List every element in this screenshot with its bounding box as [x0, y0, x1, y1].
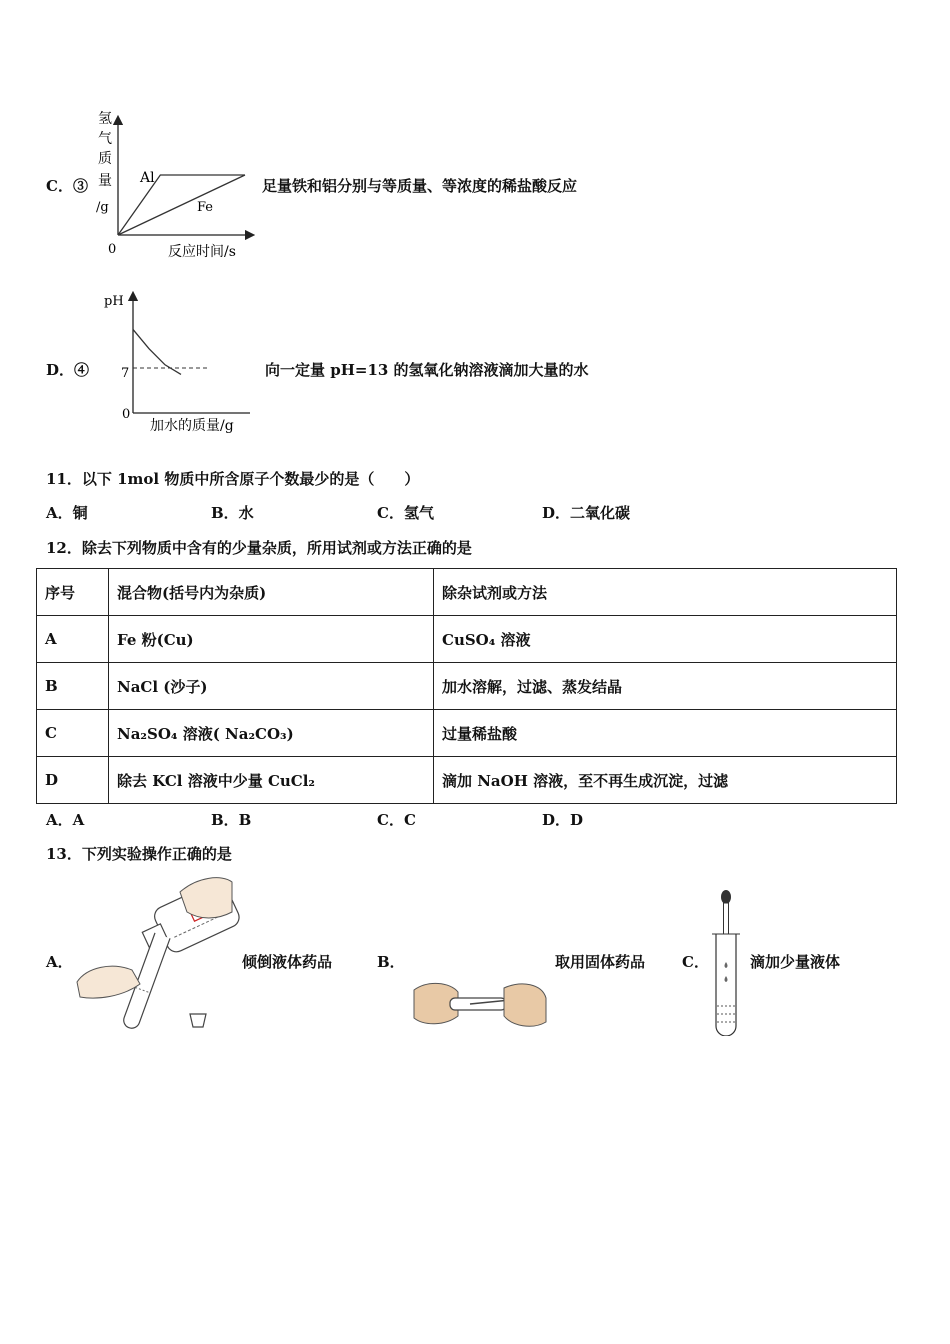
- row-method: CuSO₄ 溶液: [434, 616, 897, 663]
- row-mixture: 除去 KCl 溶液中少量 CuCl₂: [109, 757, 434, 804]
- y-label-unit: /g: [96, 200, 109, 215]
- q11-stem: 11．以下 1mol 物质中所含原子个数最少的是（ ）: [46, 470, 420, 488]
- table-row: [37, 663, 897, 710]
- q13-option-a-caption: 倾倒液体药品: [242, 953, 333, 971]
- option-d-label: D．④: [46, 361, 90, 379]
- row-id: A: [37, 616, 109, 663]
- q13-option-b-caption: 取用固体药品: [555, 953, 646, 971]
- origin-label: 0: [122, 407, 131, 422]
- row-mixture: Fe 粉(Cu): [109, 616, 434, 663]
- dropper-illustration: [708, 888, 744, 1036]
- q11-option-d[interactable]: D．二氧化碳: [542, 504, 631, 522]
- series-fe-label: Fe: [197, 200, 214, 215]
- hydrogen-mass-chart: [90, 105, 265, 265]
- table-row: [37, 710, 897, 757]
- table-row: [37, 616, 897, 663]
- x-axis-label: 加水的质量/g: [150, 418, 234, 434]
- q13-option-a-label[interactable]: A．: [46, 953, 73, 971]
- table-header-row: [37, 569, 897, 616]
- hand-icon: [504, 984, 546, 1026]
- q13-stem: 13．下列实验操作正确的是: [46, 845, 232, 863]
- row-id: C: [37, 710, 109, 757]
- row-id: D: [37, 757, 109, 804]
- q13-option-c-label[interactable]: C．: [682, 953, 709, 971]
- q11-option-c[interactable]: C．氢气: [377, 504, 434, 522]
- header-cell: 混合物(括号内为杂质): [109, 569, 434, 616]
- hand-icon: [180, 878, 232, 918]
- q12-option-c[interactable]: C．C: [377, 811, 416, 829]
- q11-option-a[interactable]: A．铜: [46, 504, 88, 522]
- stopper-icon: [190, 1014, 206, 1027]
- test-tube-icon: [716, 934, 736, 1036]
- option-c-description: 足量铁和铝分别与等质量、等浓度的稀盐酸反应: [262, 177, 578, 195]
- hand-icon: [77, 966, 140, 998]
- y-axis-label: pH: [104, 294, 124, 309]
- series-al-label: Al: [140, 170, 155, 186]
- header-cell: 序号: [37, 569, 109, 616]
- table-row: [37, 757, 897, 804]
- row-id: B: [37, 663, 109, 710]
- q12-stem: 12．除去下列物质中含有的少量杂质，所用试剂或方法正确的是: [46, 539, 472, 557]
- ph-chart: [100, 288, 265, 438]
- y-label-char-4: 量: [98, 173, 112, 189]
- pouring-liquid-illustration: [72, 872, 240, 1037]
- q12-option-d[interactable]: D．D: [542, 811, 584, 829]
- q13-option-c-caption: 滴加少量液体: [750, 953, 841, 971]
- dropper-bulb-icon: [721, 890, 731, 904]
- option-d-description: 向一定量 pH=13 的氢氧化钠溶液滴加大量的水: [265, 361, 589, 379]
- ref-tick-label: 7: [121, 366, 130, 381]
- row-mixture: NaCl (沙子): [109, 663, 434, 710]
- y-label-char-2: 气: [98, 131, 112, 147]
- row-method: 过量稀盐酸: [434, 710, 897, 757]
- q12-table: [36, 568, 897, 804]
- solid-sampling-illustration: [410, 978, 550, 1032]
- x-axis-label: 反应时间/s: [168, 244, 236, 260]
- q12-option-a[interactable]: A．A: [46, 811, 85, 829]
- q12-option-b[interactable]: B．B: [211, 811, 252, 829]
- header-cell: 除杂试剂或方法: [434, 569, 897, 616]
- row-method: 加水溶解，过滤、蒸发结晶: [434, 663, 897, 710]
- row-method: 滴加 NaOH 溶液，至不再生成沉淀，过滤: [434, 757, 897, 804]
- y-label-char-1: 氢: [98, 111, 112, 127]
- test-tube-icon: [450, 998, 506, 1010]
- origin-label: 0: [108, 242, 117, 257]
- q11-option-b[interactable]: B．水: [211, 504, 254, 522]
- q13-option-b-label[interactable]: B．: [377, 953, 405, 971]
- series-fe-line: [118, 175, 245, 235]
- option-c-label: C．③: [46, 177, 88, 195]
- y-label-char-3: 质: [98, 151, 112, 167]
- row-mixture: Na₂SO₄ 溶液( Na₂CO₃): [109, 710, 434, 757]
